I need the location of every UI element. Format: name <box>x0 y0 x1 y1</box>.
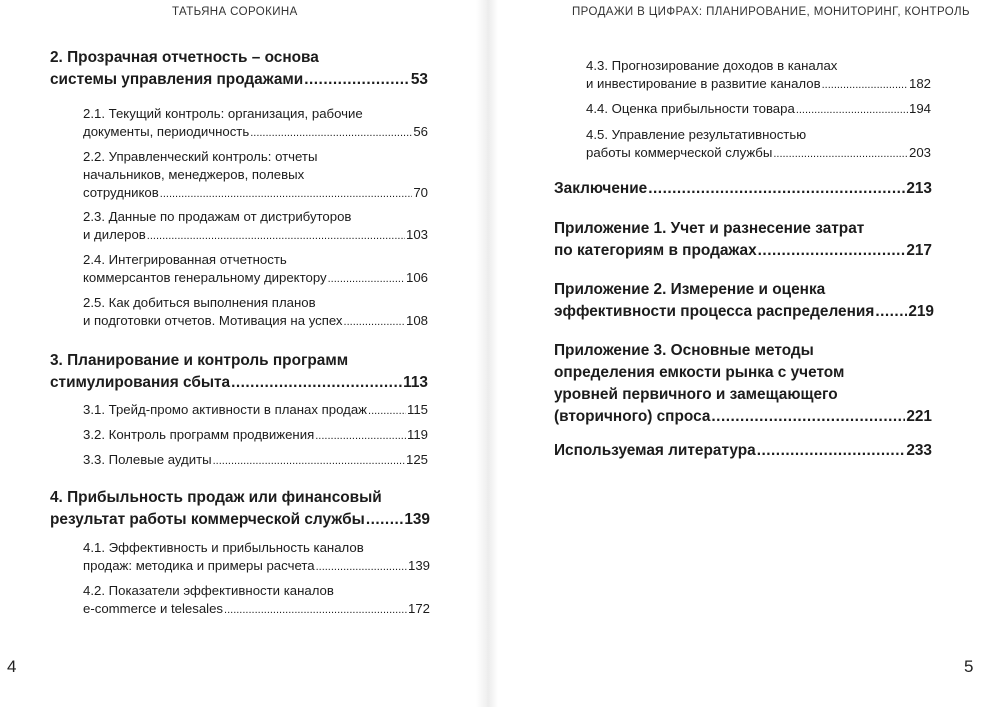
toc-entry[interactable] <box>586 126 931 163</box>
dot-leader <box>147 227 405 245</box>
page-ref: 182 <box>908 76 931 91</box>
toc-entry[interactable] <box>50 350 428 394</box>
running-head-left: ТАТЬЯНА СОРОКИНА <box>172 6 298 18</box>
dot-leader <box>315 427 406 445</box>
page-number-left: 4 <box>7 657 17 676</box>
page-ref: 139 <box>407 558 430 573</box>
entry-text: 3.3. Полевые аудиты <box>83 452 212 467</box>
dot-leader <box>796 101 908 119</box>
entry-text: документы, периодичность <box>83 124 250 139</box>
entry-text: e-commerce и telesales <box>83 601 224 616</box>
dot-leader <box>773 145 908 163</box>
dot-leader <box>822 76 908 94</box>
entry-text: Приложение 3. Основные методы <box>554 342 814 359</box>
page-ref: 219 <box>908 303 934 320</box>
dot-leader <box>758 240 906 262</box>
page-ref: 103 <box>405 227 428 242</box>
toc-entry[interactable] <box>83 539 430 576</box>
entry-text: 4.5. Управление результативностью <box>586 127 807 142</box>
page-ref: 172 <box>407 601 430 616</box>
dot-leader <box>160 185 413 203</box>
entry-text: 3.1. Трейд-промо активности в планах продаж <box>83 402 368 417</box>
entry-text: работы коммерческой службы <box>586 145 773 160</box>
entry-text: результат работы коммерческой службы <box>50 511 365 528</box>
entry-text: системы управления продажами <box>50 71 304 88</box>
page-ref: 70 <box>413 185 428 200</box>
entry-text: 4.1. Эффективность и прибыльность каналов <box>83 540 364 555</box>
left-page <box>0 0 486 707</box>
entry-text: начальников, менеджеров, полевых <box>83 167 305 182</box>
entry-text: (вторичного) спроса <box>554 408 711 425</box>
entry-text: Приложение 1. Учет и разнесение затрат <box>554 220 865 237</box>
entry-text: сотрудников <box>83 185 159 200</box>
entry-text: 2.4. Интегрированная отчетность <box>83 252 287 267</box>
page-ref: 139 <box>404 511 430 528</box>
dot-leader <box>213 452 405 470</box>
toc-entry[interactable] <box>83 148 428 203</box>
entry-text: 4.3. Прогнозирование доходов в каналах <box>586 58 838 73</box>
entry-text: 4. Прибыльность продаж или финансовый <box>50 489 382 506</box>
toc-entry[interactable] <box>554 279 934 323</box>
dot-leader <box>368 402 406 420</box>
entry-text: 2. Прозрачная отчетность – основа <box>50 49 319 66</box>
entry-text: 3. Планирование и контроль программ <box>50 352 349 369</box>
dot-leader <box>316 558 407 576</box>
page-ref: 113 <box>403 374 428 391</box>
entry-text: 2.5. Как добиться выполнения планов <box>83 295 316 310</box>
toc-entry[interactable] <box>83 105 428 142</box>
dot-leader <box>224 601 407 619</box>
toc-entry[interactable] <box>50 47 428 91</box>
page-ref: 194 <box>908 101 931 116</box>
entry-text: Используемая литература <box>554 442 756 459</box>
page-ref: 106 <box>405 270 428 285</box>
dot-leader <box>711 406 905 428</box>
entry-text: 4.2. Показатели эффективности каналов <box>83 583 334 598</box>
page-ref: 217 <box>906 242 932 259</box>
dot-leader <box>366 509 404 531</box>
page-ref: 213 <box>906 180 932 197</box>
entry-text: и дилеров <box>83 227 146 242</box>
toc-entry[interactable] <box>83 251 428 288</box>
dot-leader <box>757 440 906 462</box>
dot-leader <box>328 270 405 288</box>
entry-text: коммерсантов генеральному директору <box>83 270 327 285</box>
toc-entry[interactable] <box>554 440 932 462</box>
entry-text: 2.3. Данные по продажам от дистрибуторов <box>83 209 352 224</box>
entry-text: 3.2. Контроль программ продвижения <box>83 427 315 442</box>
entry-text: Приложение 2. Измерение и оценка <box>554 281 826 298</box>
page-ref: 233 <box>906 442 932 459</box>
toc-entry[interactable] <box>83 426 428 445</box>
entry-text: уровней первичного и замещающего <box>554 386 838 403</box>
entry-text: 2.2. Управленческий контроль: отчеты <box>83 149 318 164</box>
entry-text: 2.1. Текущий контроль: организация, рабочие <box>83 106 363 121</box>
page-ref: 108 <box>405 313 428 328</box>
page-ref: 115 <box>406 402 428 417</box>
entry-text: 4.4. Оценка прибыльности товара <box>586 101 795 116</box>
toc-entry[interactable] <box>554 218 932 262</box>
dot-leader <box>648 178 905 200</box>
running-head-right: ПРОДАЖИ В ЦИФРАХ: ПЛАНИРОВАНИЕ, МОНИТОРИНГ, КОНТРОЛЬ <box>572 6 970 18</box>
dot-leader <box>875 301 907 323</box>
dot-leader <box>250 124 412 142</box>
entry-text: эффективности процесса распределения <box>554 303 875 320</box>
toc-entry[interactable] <box>83 582 430 619</box>
dot-leader <box>231 372 402 394</box>
entry-text: Заключение <box>554 180 648 197</box>
toc-entry[interactable] <box>83 208 428 245</box>
dot-leader <box>304 69 410 91</box>
page-ref: 119 <box>406 427 428 442</box>
page-ref: 221 <box>906 408 932 425</box>
entry-text: и подготовки отчетов. Мотивация на успех <box>83 313 343 328</box>
toc-entry[interactable] <box>586 100 931 119</box>
toc-entry[interactable] <box>83 451 428 470</box>
dot-leader <box>344 313 405 331</box>
page-ref: 53 <box>410 71 428 88</box>
toc-entry[interactable] <box>554 178 932 200</box>
right-page <box>486 0 1000 707</box>
page-number-right: 5 <box>964 657 974 676</box>
toc-entry[interactable] <box>83 401 428 420</box>
toc-entry[interactable] <box>554 340 932 428</box>
toc-entry[interactable] <box>83 294 428 331</box>
page-ref: 56 <box>413 124 428 139</box>
page-ref: 125 <box>405 452 428 467</box>
toc-entry[interactable] <box>50 487 430 531</box>
entry-text: продаж: методика и примеры расчета <box>83 558 315 573</box>
entry-text: и инвестирование в развитие каналов <box>586 76 821 91</box>
entry-text: стимулирования сбыта <box>50 374 231 391</box>
entry-text: определения емкости рынка с учетом <box>554 364 845 381</box>
entry-text: по категориям в продажах <box>554 242 757 259</box>
toc-entry[interactable] <box>586 57 931 94</box>
page-ref: 203 <box>908 145 931 160</box>
